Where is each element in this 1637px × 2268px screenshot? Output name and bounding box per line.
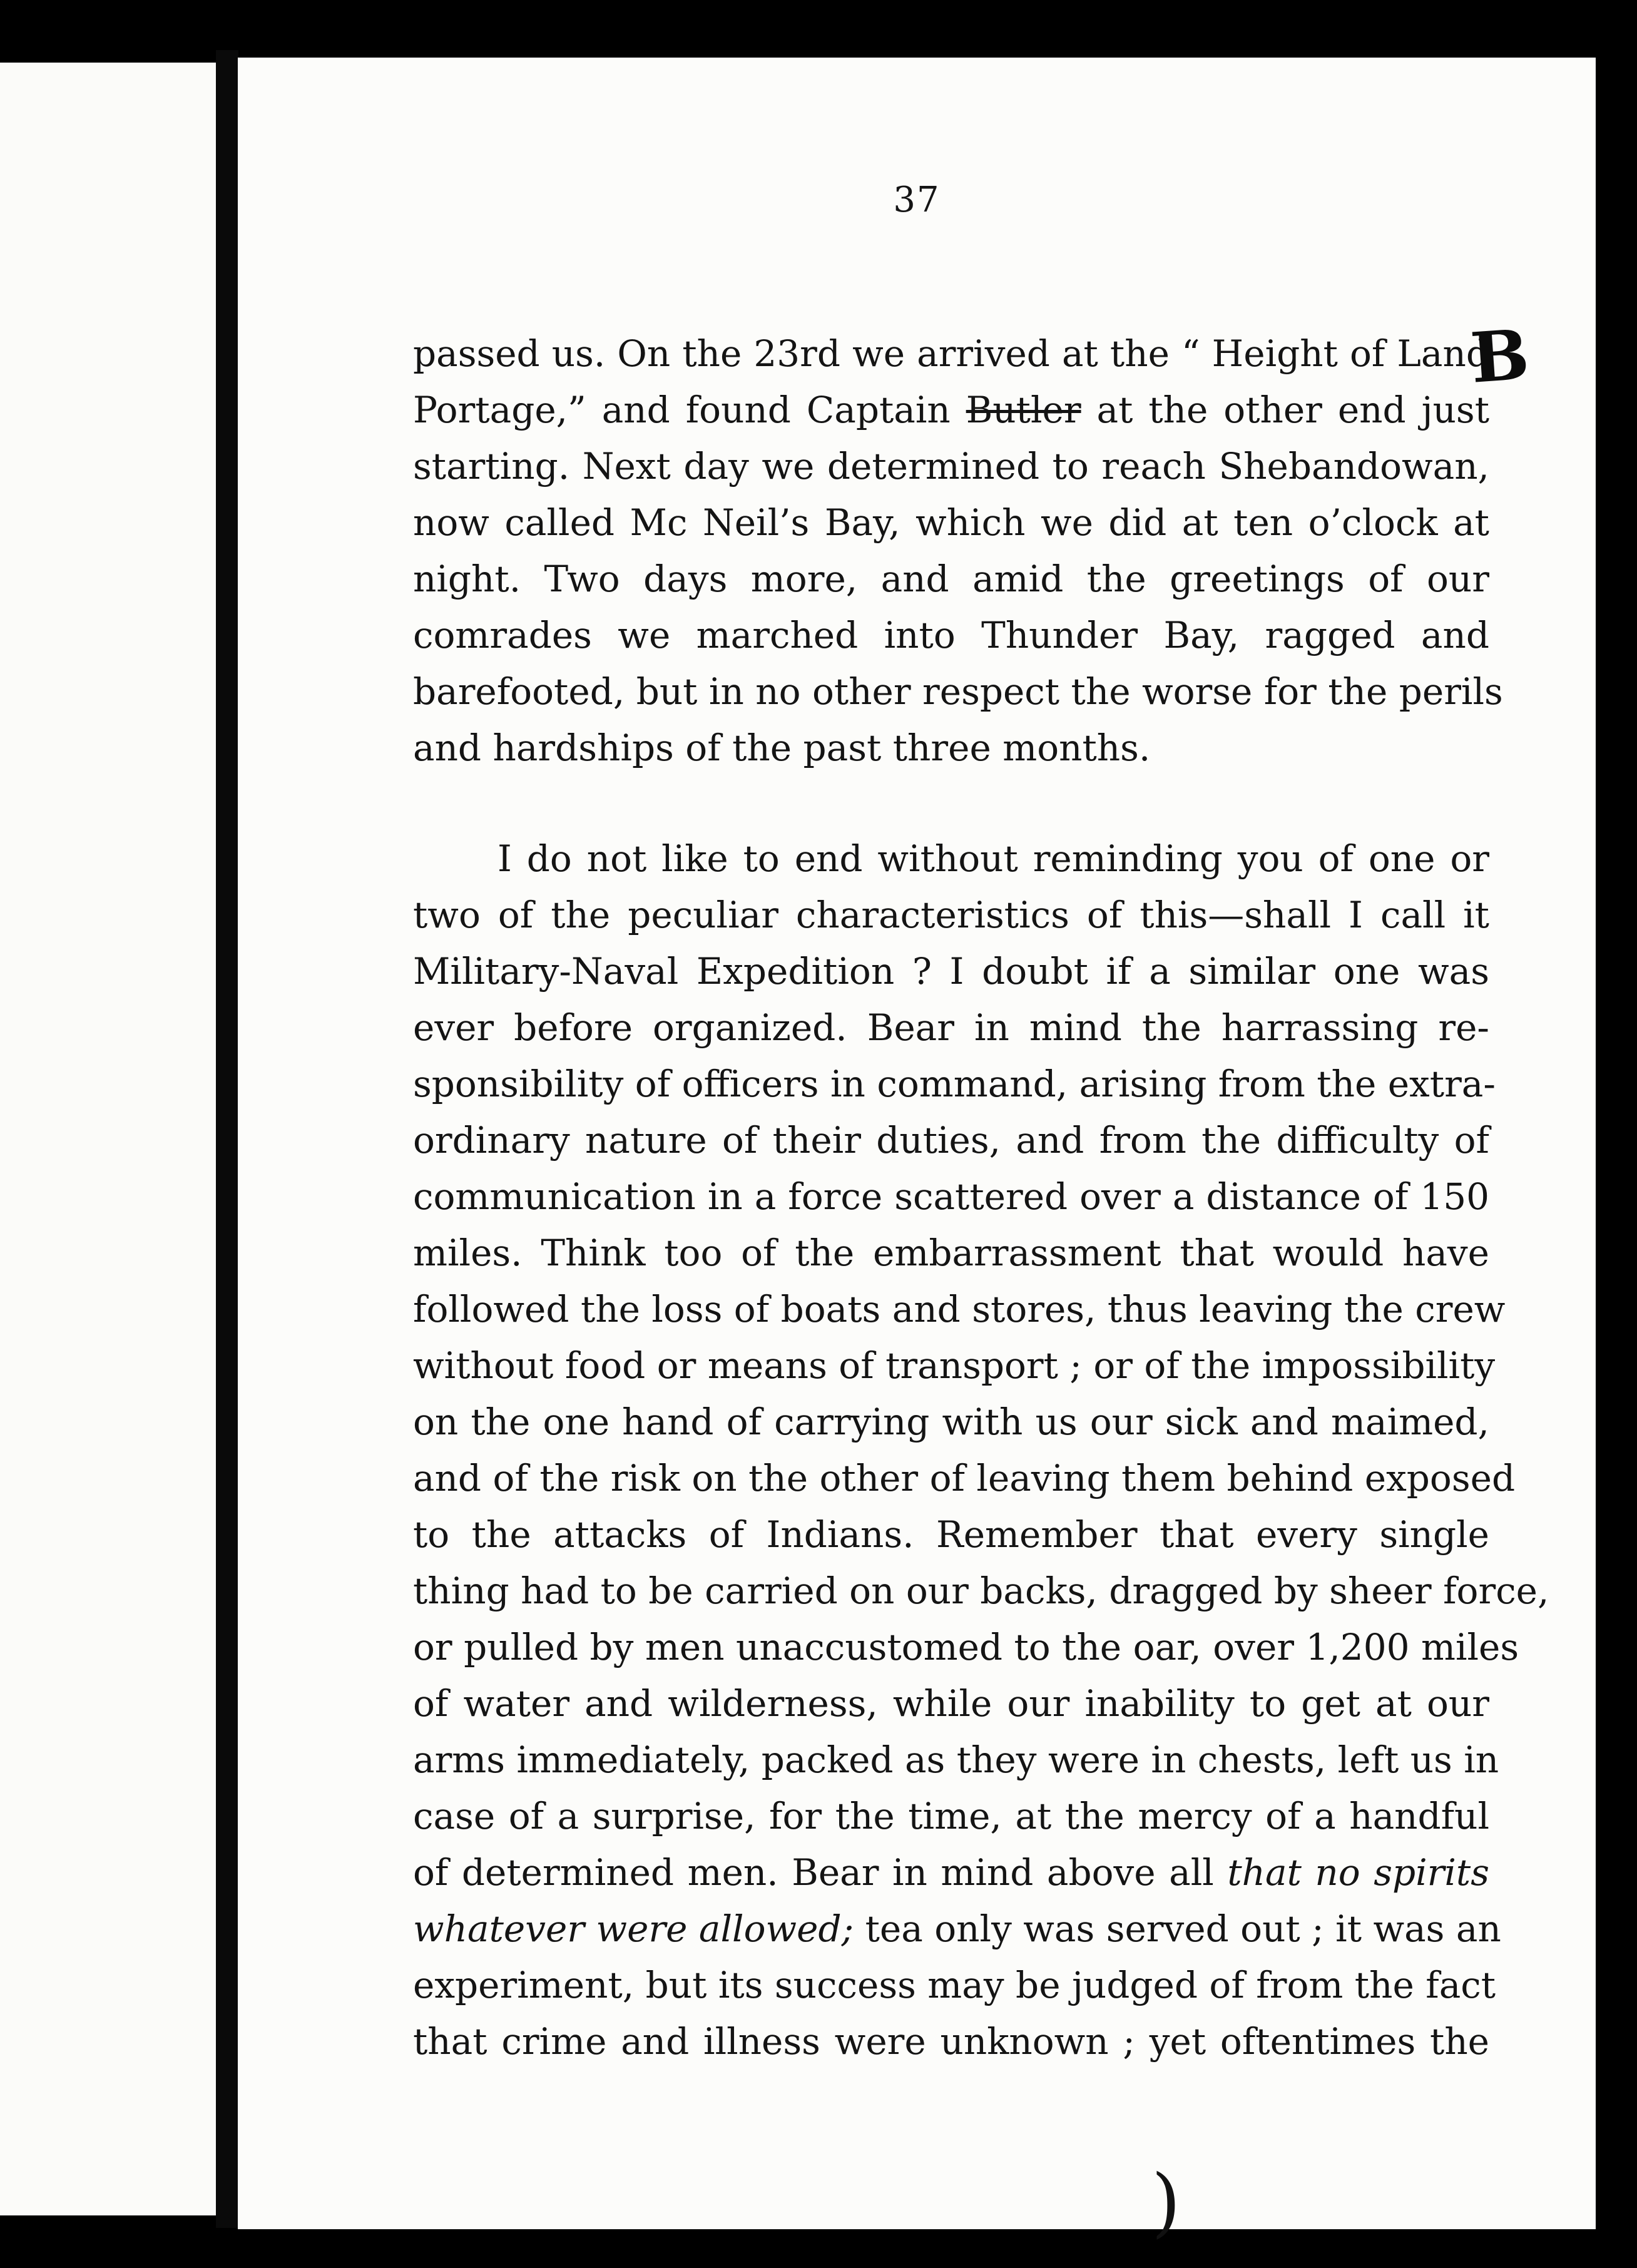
text-line: comrades we marched into Thunder Bay, ragged and	[413, 614, 1489, 656]
text-line: Portage,” and found Captain Butler at the other end just	[413, 389, 1490, 431]
text-line: and hardships of the past three months.	[413, 727, 1151, 769]
text-line: and of the risk on the other of leaving them behind exposed	[413, 1457, 1516, 1499]
text-line: on the one hand of carrying with us our sick and maimed,	[413, 1401, 1489, 1443]
text-line: arms immediately, packed as they were in chests, left us in	[413, 1739, 1499, 1781]
handwritten-margin-note: B	[1467, 314, 1532, 399]
text-line: without food or means of transport ; or of the impossibility	[413, 1344, 1496, 1387]
text-line: starting. Next day we determined to reach Shebandowan,	[413, 445, 1489, 488]
previous-page-edge	[0, 63, 227, 2215]
paragraph-2	[413, 830, 1549, 2070]
text-line: night. Two days more, and amid the greetings of our	[413, 558, 1489, 600]
text-line: passed us. On the 23rd we arrived at the “ Height of Land	[413, 332, 1489, 375]
text-line: ever before organized. Bear in mind the harrassing re-	[413, 1006, 1489, 1049]
text-line: Military-Naval Expedition ? I doubt if a similar one was	[413, 950, 1489, 993]
text-line: of determined men. Bear in mind above all that no spirits	[413, 1851, 1489, 1894]
struck-out-word: Butler	[966, 389, 1081, 431]
italic-emphasis: whatever were allowed;	[413, 1908, 854, 1950]
text-line: or pulled by men unaccustomed to the oar, over 1,200 miles	[413, 1626, 1519, 1668]
page-number: 37	[893, 180, 941, 220]
text-line: of water and wilderness, while our inability to get at our	[413, 1682, 1489, 1725]
text-line: to the attacks of Indians. Remember that every single	[413, 1513, 1489, 1556]
text-line: that crime and illness were unknown ; yet oftentimes the	[413, 2020, 1489, 2063]
text-line: sponsibility of officers in command, arising from the extra-	[413, 1063, 1496, 1105]
text-line: now called Mc Neil’s Bay, which we did at ten o’clock at	[413, 501, 1489, 544]
italic-emphasis: that no spirits	[1227, 1851, 1489, 1894]
text-line: two of the peculiar characteristics of this—shall I call it	[413, 894, 1489, 936]
text-line: followed the loss of boats and stores, thus leaving the crew	[413, 1288, 1506, 1331]
paragraph-1	[413, 325, 1503, 776]
scan-artifact-mark: )	[1151, 2159, 1181, 2246]
text-line: ordinary nature of their duties, and from the difficulty of	[413, 1119, 1489, 1162]
text-line: miles. Think too of the embarrassment that would have	[413, 1232, 1489, 1274]
text-line: whatever were allowed; tea only was served out ; it was an	[413, 1908, 1501, 1950]
text-line: thing had to be carried on our backs, dragged by sheer force,	[413, 1570, 1549, 1612]
text-line: I do not like to end without reminding you of one or	[497, 837, 1489, 880]
text-line: communication in a force scattered over a distance of 150	[413, 1175, 1489, 1218]
text-line: case of a surprise, for the time, at the mercy of a handful	[413, 1795, 1489, 1837]
text-line: experiment, but its success may be judged of from the fact	[413, 1964, 1496, 2006]
text-line: barefooted, but in no other respect the worse for the perils	[413, 670, 1503, 713]
book-gutter	[216, 50, 238, 2228]
book-page	[238, 58, 1596, 2229]
